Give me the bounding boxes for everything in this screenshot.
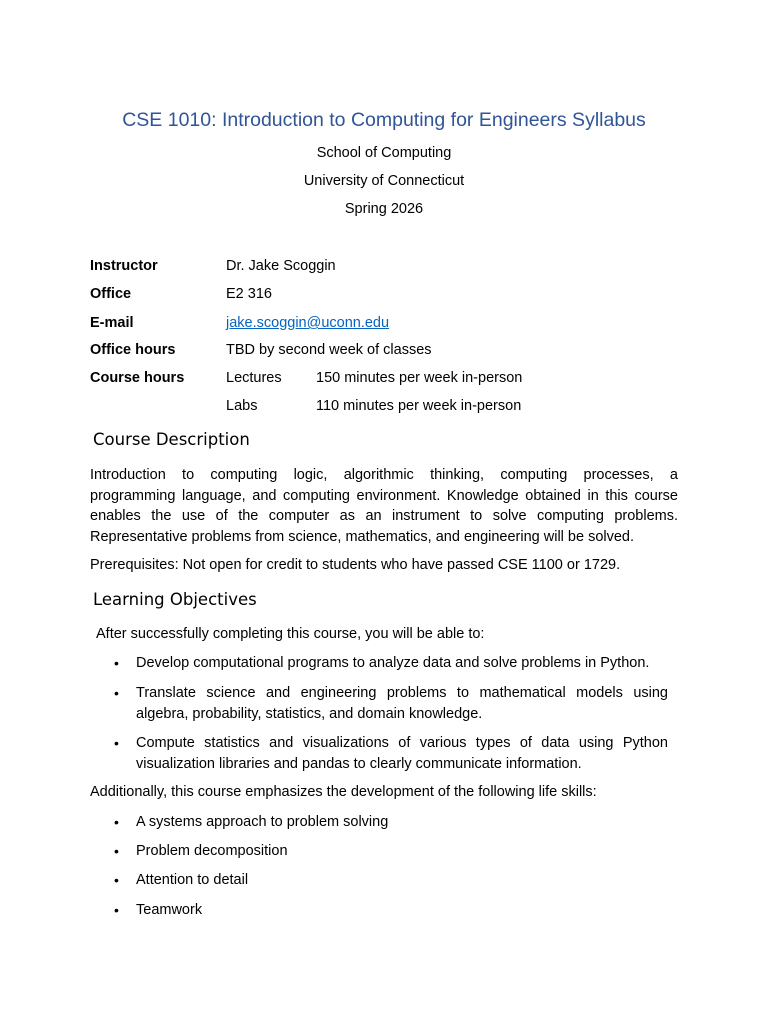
course-description-heading: Course Description	[93, 430, 250, 449]
course-description-line: Introduction to computing logic, algorithmic thinking, computing processes, a	[90, 467, 678, 483]
bullet-icon: •	[114, 814, 119, 830]
objective-text	[136, 653, 668, 674]
objective-text	[136, 733, 668, 774]
office-hours-label: Office hours	[90, 342, 176, 358]
lectures-value: 150 minutes per week in-person	[316, 370, 523, 386]
course-description-paragraph	[90, 465, 678, 547]
objective-line: algebra, probability, statistics, and domain knowledge.	[136, 705, 483, 722]
objective-line: Compute statistics and visualizations of various types of data using Python	[136, 735, 668, 751]
info-row-course-hours	[90, 368, 678, 388]
objectives-intro: After successfully completing this course, you will be able to:	[96, 626, 485, 642]
course-description-line: Representative problems from science, mathematics, and engineering will be solved.	[90, 528, 635, 545]
bullet-icon: •	[114, 872, 119, 888]
labs-value: 110 minutes per week in-person	[316, 398, 522, 414]
objective-line: visualization libraries and pandas to clearly communicate information.	[136, 755, 582, 772]
labs-label: Labs	[226, 398, 258, 414]
course-description-line: enables the use of the computer as an instrument to solve computing problems.	[90, 508, 678, 524]
bullet-icon: •	[114, 735, 119, 751]
course-description-line: programming language, and computing environment. Knowledge obtained in this course	[90, 487, 678, 504]
lectures-label: Lectures	[226, 370, 282, 386]
syllabus-page	[90, 0, 678, 1024]
term: Spring 2026	[344, 201, 424, 217]
objective-line: Translate science and engineering problems to mathematical models using	[136, 685, 668, 701]
bullet-icon: •	[114, 685, 119, 701]
email-link[interactable]: jake.scoggin@uconn.edu	[226, 315, 390, 331]
skill-text: Attention to detail	[136, 872, 249, 888]
page-title: CSE 1010: Introduction to Computing for Engineers Syllabus	[122, 109, 646, 131]
objective-line: Develop computational programs to analyze data and solve problems in Python.	[136, 655, 650, 671]
instructor-value: Dr. Jake Scoggin	[226, 258, 336, 274]
skill-text: Teamwork	[136, 902, 203, 918]
office-value: E2 316	[226, 286, 272, 302]
school-name: School of Computing	[316, 145, 452, 161]
course-hours-label: Course hours	[90, 370, 185, 386]
objective-text	[136, 683, 668, 724]
info-row-email	[90, 313, 678, 333]
learning-objectives-heading: Learning Objectives	[93, 590, 257, 609]
office-hours-value: TBD by second week of classes	[226, 342, 432, 358]
info-row-labs	[90, 396, 678, 416]
info-row-instructor	[90, 256, 678, 276]
bullet-icon: •	[114, 902, 119, 918]
info-row-office-hours	[90, 340, 678, 360]
info-row-office	[90, 284, 678, 304]
bullet-icon: •	[114, 843, 119, 859]
skill-text: A systems approach to problem solving	[136, 814, 389, 830]
university-name: University of Connecticut	[303, 173, 465, 189]
bullet-icon: •	[114, 655, 119, 671]
instructor-label: Instructor	[90, 258, 158, 274]
email-label: E-mail	[90, 315, 134, 331]
office-label: Office	[90, 286, 132, 302]
skills-intro: Additionally, this course emphasizes the development of the following life skills:	[90, 784, 597, 800]
prerequisites: Prerequisites: Not open for credit to students who have passed CSE 1100 or 1729.	[90, 557, 621, 573]
skill-text: Problem decomposition	[136, 843, 288, 859]
